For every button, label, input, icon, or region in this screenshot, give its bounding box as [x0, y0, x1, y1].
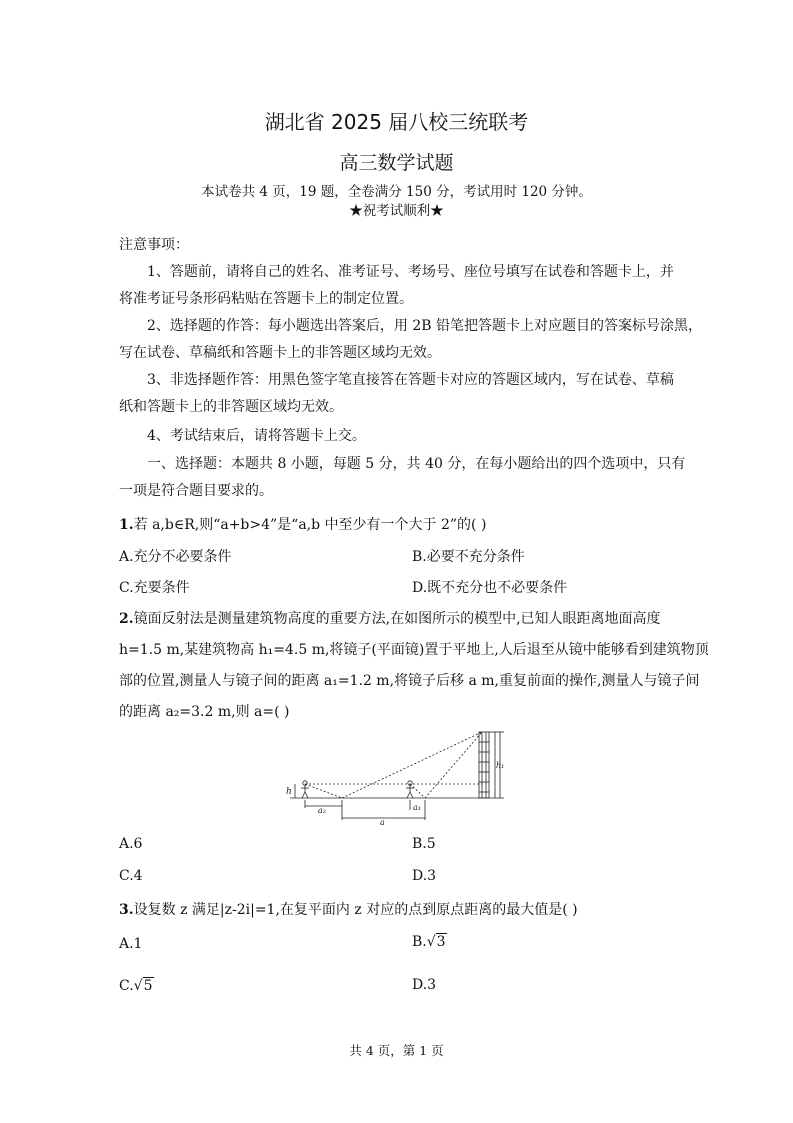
- note-2-line-1: 2、选择题的作答：每小题选出答案后，用 2B 铅笔把答题卡上对应题目的答案标号涂黑，: [147, 318, 703, 334]
- question-1-option-c: C.充要条件: [119, 580, 190, 596]
- option-b-prefix: B.: [412, 934, 427, 950]
- mirror-reflection-diagram: [282, 726, 514, 826]
- label-h: h: [286, 787, 292, 797]
- person-1-head: [303, 781, 307, 785]
- question-1-option-d: D.既不充分也不必要条件: [412, 580, 568, 596]
- note-4: 4、考试结束后，请将答题卡上交。: [147, 428, 366, 444]
- notes-heading: 注意事项：: [119, 237, 189, 253]
- section-1-line-2: 一项是符合题目要求的。: [119, 483, 273, 499]
- sqrt-5-radicand: 5: [143, 978, 153, 994]
- sqrt-3-radicand: 3: [436, 934, 446, 950]
- option-c-prefix: C.: [119, 978, 134, 994]
- note-3-line-2: 纸和答题卡上的非答题区域均无效。: [119, 399, 343, 415]
- sqrt-3: √3: [426, 934, 446, 950]
- question-1-option-b: B.必要不充分条件: [412, 549, 525, 565]
- question-3-option-d: D.3: [412, 977, 437, 993]
- question-2-option-a: A.6: [119, 836, 143, 852]
- question-2-line-2: h=1.5 m,某建筑物高 h₁=4.5 m,将镜子(平面镜)置于平地上,人后退至从镜中能够看到建筑物顶: [119, 642, 709, 658]
- question-3-text: 设复数 z 满足|z-2i|=1,在复平面内 z 对应的点到原点距离的最大值是( ): [133, 902, 578, 918]
- question-2-line-3: 部的位置,测量人与镜子间的距离 a₁=1.2 m,将镜子后移 a m,重复前面的操作,测量人与镜子间: [119, 673, 700, 689]
- question-1-number: 1.: [119, 517, 134, 533]
- note-3-line-1: 3、非选择题作答：用黑色签字笔直接答在答题卡对应的答题区域内，写在试卷、草稿: [147, 372, 674, 388]
- question-3-stem: [119, 899, 578, 919]
- question-3-option-b: [412, 933, 447, 950]
- question-1-text: 若 a,b∈R,则“a+b>4”是“a,b 中至少有一个大于 2”的( ): [133, 517, 487, 533]
- exam-title: 湖北省 2025 届八校三统联考: [264, 110, 529, 134]
- question-1-option-a: A.充分不必要条件: [119, 549, 232, 565]
- question-2-option-d: D.3: [412, 868, 437, 884]
- question-3-number: 3.: [119, 902, 134, 918]
- question-2-option-c: C.4: [119, 868, 143, 884]
- label-a: a: [380, 818, 385, 826]
- question-1-stem: [119, 514, 486, 534]
- exam-subtitle: 高三数学试题: [339, 152, 454, 174]
- question-2-option-b: B.5: [412, 836, 436, 852]
- question-2-line-1: [119, 608, 661, 628]
- question-2-number: 2.: [119, 611, 134, 627]
- label-a2: a₂: [318, 806, 326, 815]
- note-1-line-2: 将准考证号条形码粘贴在答题卡上的制定位置。: [119, 291, 413, 307]
- question-3-option-c: [119, 977, 154, 994]
- note-2-line-2: 写在试卷、草稿纸和答题卡上的非答题区域均无效。: [119, 345, 441, 361]
- exam-wish: ★祝考试顺利★: [349, 203, 444, 219]
- label-a1: a₁: [413, 803, 421, 812]
- page-footer: 共 4 页，第 1 页: [349, 1043, 444, 1058]
- exam-info: 本试卷共 4 页，19 题，全卷满分 150 分，考试用时 120 分钟。: [201, 184, 592, 200]
- question-2-line-4: 的距离 a₂=3.2 m,则 a=( ): [119, 704, 290, 720]
- question-2-text: 镜面反射法是测量建筑物高度的重要方法,在如图所示的模型中,已知人眼距离地面高度: [133, 611, 661, 627]
- sqrt-5: √5: [133, 978, 153, 994]
- note-1-line-1: 1、答题前，请将自己的姓名、准考证号、考场号、座位号填写在试卷和答题卡上，并: [147, 264, 674, 280]
- section-1-line-1: 一、选择题：本题共 8 小题，每题 5 分，共 40 分，在每小题给出的四个选项中，只有: [147, 456, 686, 472]
- label-h1: h₁: [496, 761, 505, 770]
- question-3-option-a: A.1: [119, 936, 143, 952]
